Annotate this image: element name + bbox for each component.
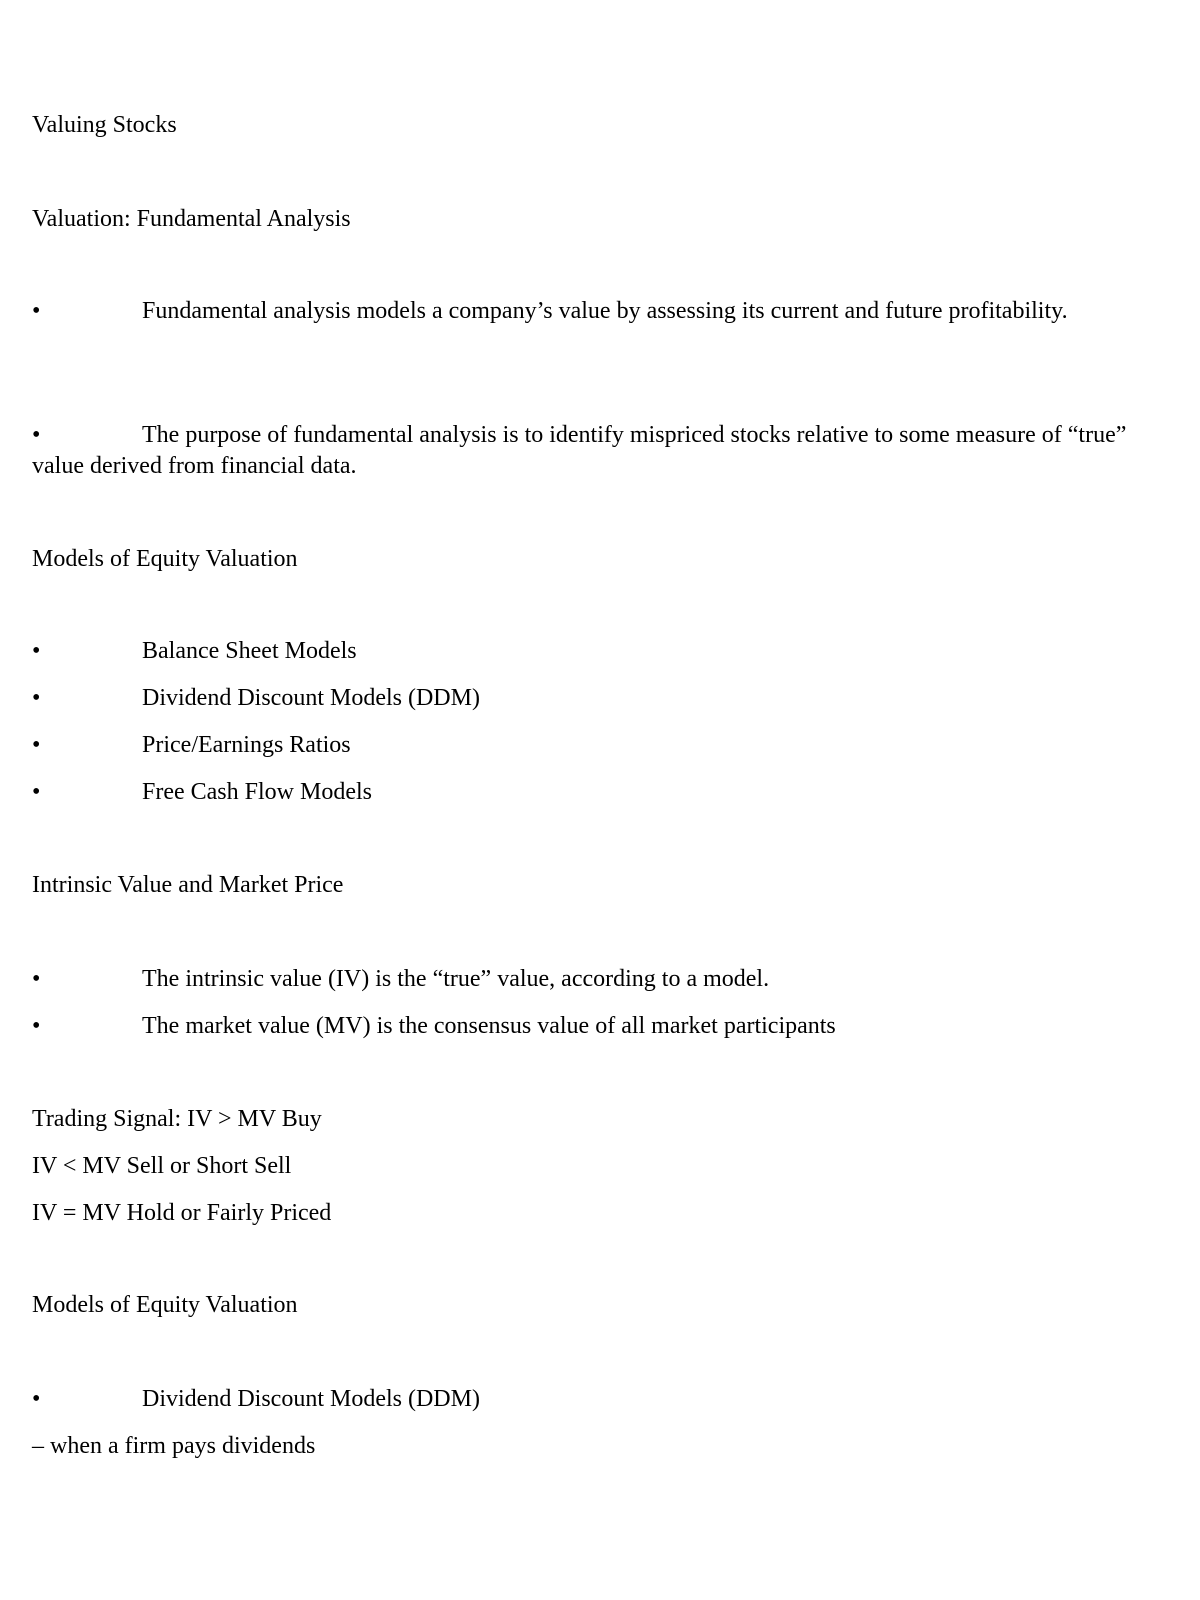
bullet-icon: • <box>32 779 41 805</box>
document-title: Valuing Stocks <box>32 112 177 138</box>
bullet-item <box>32 777 1172 808</box>
trading-signal-line: Trading Signal: IV > MV Buy <box>32 1106 322 1132</box>
bullet-icon: • <box>32 1013 41 1039</box>
bullet-text: Balance Sheet Models <box>142 638 357 664</box>
bullet-item <box>32 636 1172 667</box>
bullet-text: Fundamental analysis models a company’s value by assessing its current and future profitability. <box>142 298 1068 324</box>
bullet-icon: • <box>32 1386 41 1412</box>
bullet-icon: • <box>32 638 41 664</box>
note-line: – when a firm pays dividends <box>32 1433 316 1459</box>
section-heading: Valuation: Fundamental Analysis <box>32 206 351 232</box>
trading-signal-line: IV < MV Sell or Short Sell <box>32 1153 292 1179</box>
section-heading: Intrinsic Value and Market Price <box>32 872 344 898</box>
bullet-text: Price/Earnings Ratios <box>142 732 351 758</box>
section-heading: Models of Equity Valuation <box>32 1292 298 1318</box>
bullet-item <box>32 964 1172 995</box>
bullet-text: The intrinsic value (IV) is the “true” value, according to a model. <box>142 966 770 992</box>
bullet-item <box>32 1384 1172 1415</box>
bullet-item <box>32 730 1172 761</box>
section-heading: Models of Equity Valuation <box>32 546 298 572</box>
bullet-text: Dividend Discount Models (DDM) <box>142 1386 480 1412</box>
bullet-icon: • <box>32 298 41 324</box>
bullet-item <box>32 683 1172 714</box>
bullet-icon: • <box>32 422 41 448</box>
bullet-text: The market value (MV) is the consensus value of all market participants <box>142 1013 836 1039</box>
bullet-item <box>32 296 1172 327</box>
trading-signal-line: IV = MV Hold or Fairly Priced <box>32 1200 332 1226</box>
bullet-icon: • <box>32 685 41 711</box>
bullet-item <box>32 420 1172 482</box>
bullet-icon: • <box>32 732 41 758</box>
bullet-item <box>32 1011 1172 1042</box>
bullet-text: The purpose of fundamental analysis is to identify mispriced stocks relative to some measure of “true” value derived from financial data. <box>32 422 1127 479</box>
bullet-text: Free Cash Flow Models <box>142 779 372 805</box>
bullet-icon: • <box>32 966 41 992</box>
bullet-text: Dividend Discount Models (DDM) <box>142 685 480 711</box>
